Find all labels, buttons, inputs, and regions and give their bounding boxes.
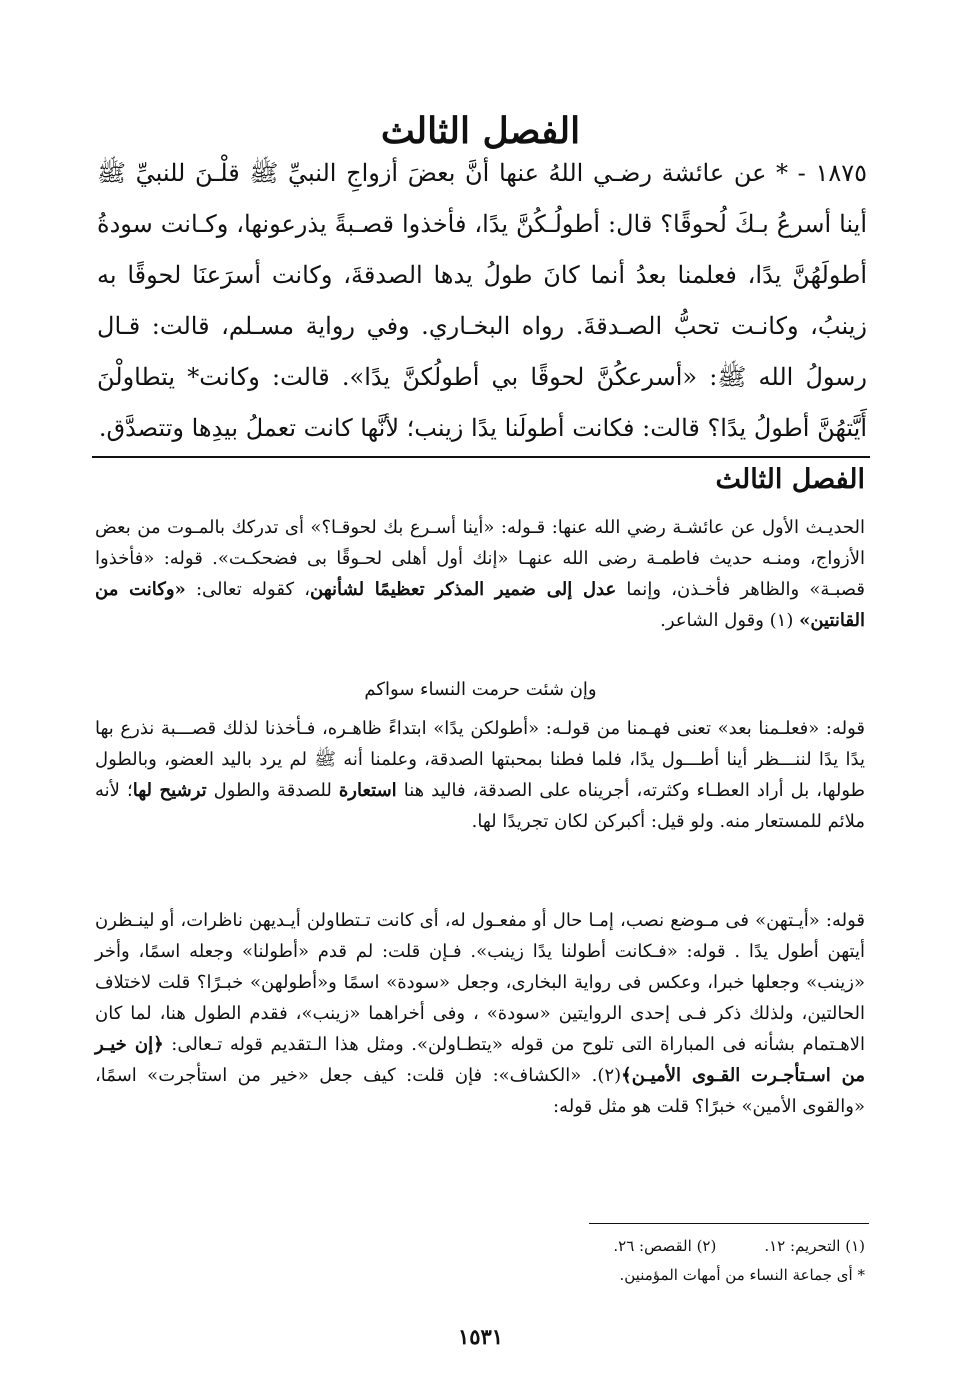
footnotes [105, 1232, 865, 1290]
footnote-rule [589, 1223, 869, 1224]
text-run: قوله: «أيـتهن» فى مـوضع نصب، إمـا حال أو مفعـول له، أى كانت تـتطاولن أيـديهن ناظرات، أو لينـظرن أيتهن أطول يدًا . قوله: «فـكانت أطولنا يدًا زينب». فـإن قلت: لم قدم «أطولنا» وجعله اسمًا، وأخر «زينب» وجعلها خبرا، وعكس فى رواية البخارى، وجعل «سودة» اسمًا و«أطولهن» خبـرًا؟ قلت لاختلاف الحالتين، ولذلك ذكر فـى إحدى الروايتين «سودة» ، وفى أخراهما «زينب»، فقدم الطول هنا، لما كان الاهـتمام بشأنه فى المباراة التى تلوح من قوله «يتطـاولن». ومثل هذا الـتقديم قوله تـعالى: [95, 910, 866, 1055]
chapter-title: الفصل الثالث [380, 110, 581, 153]
section-divider [92, 456, 870, 458]
page-number: ١٥٣١ [457, 1324, 504, 1349]
commentary-paragraph-1 [95, 512, 865, 636]
text-run: (١) وقول الشاعر. [660, 610, 800, 631]
quran-quote: ﴿إن خيـر من اسـتأجـرت القـوى الأميـن﴾ [95, 1034, 865, 1086]
bold-phrase: عدل إلى ضمير المذكر تعظيمًا لشأنهن [310, 579, 617, 600]
text-run: قوله: «فعلـمنا بعد» تعنى فهـمنا من قولـه: «أطولكن يدًا» ابتداءً ظاهـره، فـأخذنا لذلك قصـــبة نذرع بها يدًا يدًا لننـــظر أينا أطـــول يدًا، فلما فطنا بمحبتها الصدقة، وعلمنا أنه ﷺ لم يرد باليد العضو، وبالطول طولها، بل أراد العطـاء وكثرته، أجريناه على الصدقة، فاليد هنا [95, 718, 866, 801]
text-run: الحديـث الأول عن عائشـة رضي الله عنها: قـوله: «أينا أسـرع بك لحوقـا؟» أى تدركك بالمـوت من بعض الأزواج، ومنـه حديث فاطمـة رضى الله عنهـا «إنك أول أهلى لحـوقًا بى فضحكـت». قوله: «فأخذوا قصبـة» والظاهر فأخـذن، وإنما [95, 517, 866, 600]
footnote-row [105, 1232, 865, 1261]
text-run: ، كقوله تعالى: [185, 579, 311, 600]
footnote-1: (١) التحريم: ١٢. [764, 1237, 865, 1255]
footnote-2: (٢) القصص: ٢٦. [613, 1237, 717, 1255]
footnote-star: * أى جماعة النساء من أمهات المؤمنين. [619, 1266, 865, 1284]
hadith-text: ١٨٧٥ - * عن عائشة رضـي اللهُ عنها أنَّ بعضَ أزواجِ النبيِّ ﷺ قلْـنَ للنبيِّ ﷺ أينا أسرعُ بـكَ لُحوقًا؟ قال: أطولُـكُنَّ يدًا، فأخذوا قصـبةً يذرعونها، وكـانت سودةُ أطولَهُنَّ يدًا، فعلمنا بعدُ أنما كانَ طولُ يدها الصدقةَ، وكانت أسرَعنَا لحوقًا به زينبُ، وكانـت تحبُّ الصـدقةَ. رواه البخـاري. وفي رواية مسـلم، قالت: قـال رسولُ الله ﷺ: «أسرعكُنَّ لحوقًا بي أطولُكنَّ يدًا». قالت: وكانت* يتطاولْنَ أَيَّتهُنَّ أطولُ يدًا؟ قالت: فكانت أطولَنا يدًا زينب؛ لأنَّها كانت تعملُ بيدِها وتتصدَّق. [97, 159, 867, 442]
bold-phrase: ترشيح لها [132, 780, 207, 801]
bold-phrase: استعارة [338, 780, 397, 801]
text-run: للصدقة والطول [206, 780, 339, 801]
poetry-verse: وإن شئت حرمت النساء سواكم [364, 679, 597, 700]
commentary-paragraph-3 [95, 905, 865, 1122]
commentary-paragraph-2 [95, 713, 865, 837]
quran-quote: «وكانت من القانتين» [95, 579, 865, 631]
commentary-title: الفصل الثالث [715, 464, 865, 495]
text-run: ؛ لأنه ملائم للمستعار منه. ولو قيل: أكبركن لكان تجريدًا لها. [95, 780, 865, 832]
text-run: (٢). «الكشاف»: فإن قلت: كيف جعل «خير من استأجرت» اسمًا، «والقوى الأمين» خبرًا؟ قلت هو مثل قوله: [95, 1065, 865, 1117]
